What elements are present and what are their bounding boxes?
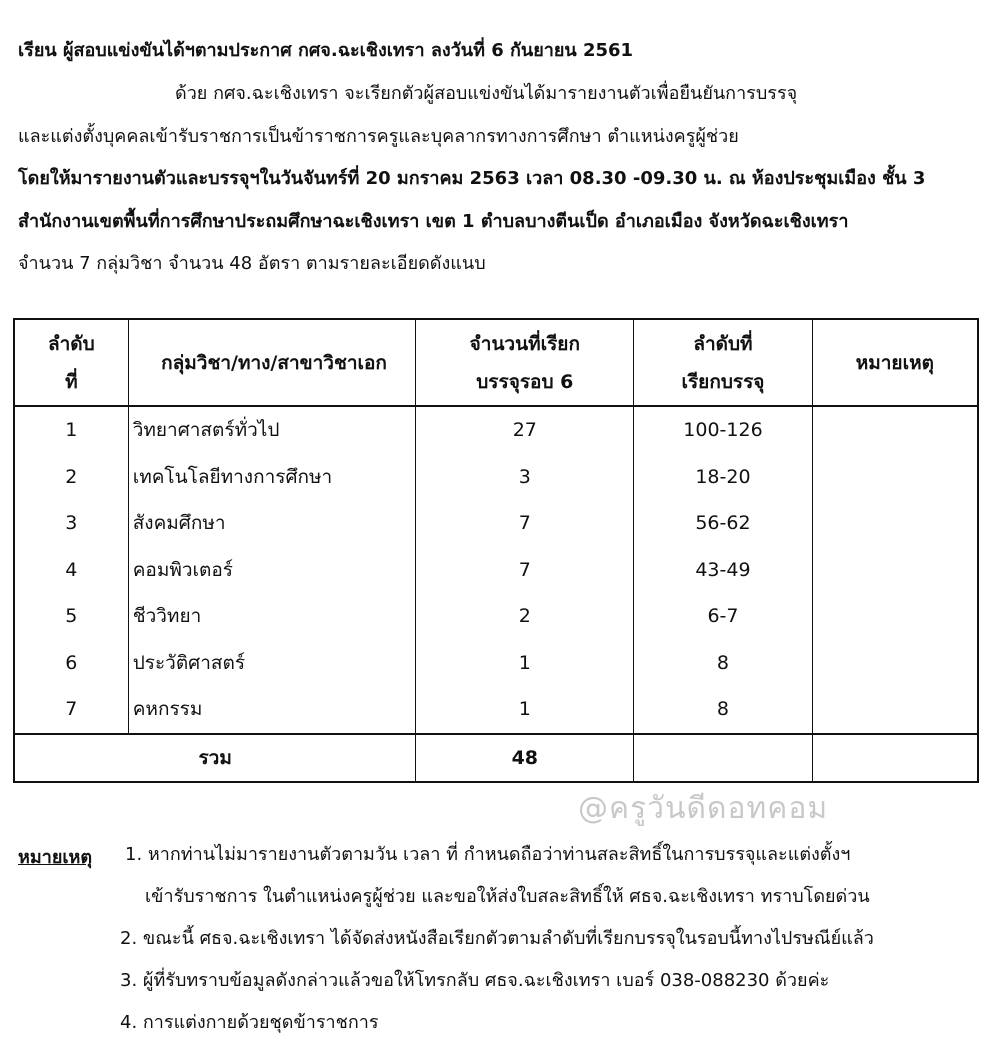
total-order-empty (634, 734, 812, 782)
salutation-line: เรียน ผู้สอบแข่งขันได้ฯตามประกาศ กศจ.ฉะเชิงเทรา ลงวันที่ 6 กันยายน 2561 (18, 40, 634, 61)
row-remark (812, 547, 978, 594)
row-order: 18-20 (634, 454, 812, 501)
total-row (14, 734, 978, 782)
row-remark (812, 500, 978, 547)
col-header-no: ลำดับ ที่ (14, 319, 128, 406)
row-subject: เทคโนโลยีทางการศึกษา (128, 454, 416, 501)
note-2: 2. ขณะนี้ ศธจ.ฉะเชิงเทรา ได้จัดส่งหนังสือเรียกตัวตามลำดับที่เรียกบรรจุในรอบนี้ทางไปรษณีย์แล้ว (120, 928, 874, 949)
table-header-row (14, 319, 978, 406)
row-remark (812, 686, 978, 734)
row-order: 8 (634, 686, 812, 734)
row-order: 56-62 (634, 500, 812, 547)
total-label: รวม (14, 734, 416, 782)
row-remark (812, 406, 978, 454)
appointment-line: โดยให้มารายงานตัวและบรรจุฯในวันจันทร์ที่ 20 มกราคม 2563 เวลา 08.30 -09.30 น. ณ ห้องประชุมเมือง ชั้น 3 (18, 168, 926, 189)
row-order: 100-126 (634, 406, 812, 454)
row-subject: ชีววิทยา (128, 593, 416, 640)
row-count: 27 (416, 406, 634, 454)
table-row (14, 500, 978, 547)
note-4: 4. การแต่งกายด้วยชุดข้าราชการ (120, 1012, 379, 1033)
row-count: 7 (416, 500, 634, 547)
row-subject: คหกรรม (128, 686, 416, 734)
table-row (14, 454, 978, 501)
location-line: สำนักงานเขตพื้นที่การศึกษาประถมศึกษาฉะเชิงเทรา เขต 1 ตำบลบางตีนเป็ด อำเภอเมือง จังหวัดฉะเชิงเทรา (18, 211, 849, 232)
col-header-subject: กลุ่มวิชา/ทาง/สาขาวิชาเอก (128, 319, 416, 406)
watermark: @ครูวันดีดอทคอม (578, 791, 829, 826)
total-value: 48 (416, 734, 634, 782)
table-row (14, 547, 978, 594)
table-row (14, 593, 978, 640)
col-header-count: จำนวนที่เรียก บรรจุรอบ 6 (416, 319, 634, 406)
row-no: 2 (14, 454, 128, 501)
row-no: 7 (14, 686, 128, 734)
row-no: 4 (14, 547, 128, 594)
note-1: 1. หากท่านไม่มารายงานตัวตามวัน เวลา ที่ กำหนดถือว่าท่านสละสิทธิ์ในการบรรจุและแต่งตั้งฯ (125, 844, 851, 865)
total-remark-empty (812, 734, 978, 782)
row-no: 6 (14, 640, 128, 687)
note-1-cont: เข้ารับราชการ ในตำแหน่งครูผู้ช่วย และขอให้ส่งใบสละสิทธิ์ให้ ศธจ.ฉะเชิงเทรา ทราบโดยด่วน (145, 886, 870, 907)
row-subject: คอมพิวเตอร์ (128, 547, 416, 594)
row-count: 1 (416, 640, 634, 687)
row-subject: ประวัติศาสตร์ (128, 640, 416, 687)
row-remark (812, 454, 978, 501)
row-order: 43-49 (634, 547, 812, 594)
row-count: 1 (416, 686, 634, 734)
table-row (14, 406, 978, 454)
row-subject: สังคมศึกษา (128, 500, 416, 547)
note-3: 3. ผู้ที่รับทราบข้อมูลดังกล่าวแล้วขอให้โทรกลับ ศธจ.ฉะเชิงเทรา เบอร์ 038-088230 ด้วยค่ะ (120, 970, 830, 991)
row-no: 5 (14, 593, 128, 640)
row-remark (812, 593, 978, 640)
positions-table (13, 318, 979, 783)
row-order: 6-7 (634, 593, 812, 640)
row-count: 3 (416, 454, 634, 501)
row-no: 3 (14, 500, 128, 547)
table-row (14, 686, 978, 734)
table-row (14, 640, 978, 687)
row-order: 8 (634, 640, 812, 687)
intro-line: ด้วย กศจ.ฉะเชิงเทรา จะเรียกตัวผู้สอบแข่งขันได้มารายงานตัวเพื่อยืนยันการบรรจุ (175, 83, 798, 104)
row-count: 2 (416, 593, 634, 640)
row-no: 1 (14, 406, 128, 454)
row-count: 7 (416, 547, 634, 594)
col-header-remark: หมายเหตุ (812, 319, 978, 406)
row-remark (812, 640, 978, 687)
row-subject: วิทยาศาสตร์ทั่วไป (128, 406, 416, 454)
col-header-order: ลำดับที่ เรียกบรรจุ (634, 319, 812, 406)
notes-heading: หมายเหตุ (18, 847, 93, 868)
summary-line: จำนวน 7 กลุ่มวิชา จำนวน 48 อัตรา ตามรายละเอียดดังแนบ (18, 253, 486, 274)
intro-line-cont: และแต่งตั้งบุคคลเข้ารับราชการเป็นข้าราชการครูและบุคลากรทางการศึกษา ตำแหน่งครูผู้ช่วย (18, 126, 739, 147)
